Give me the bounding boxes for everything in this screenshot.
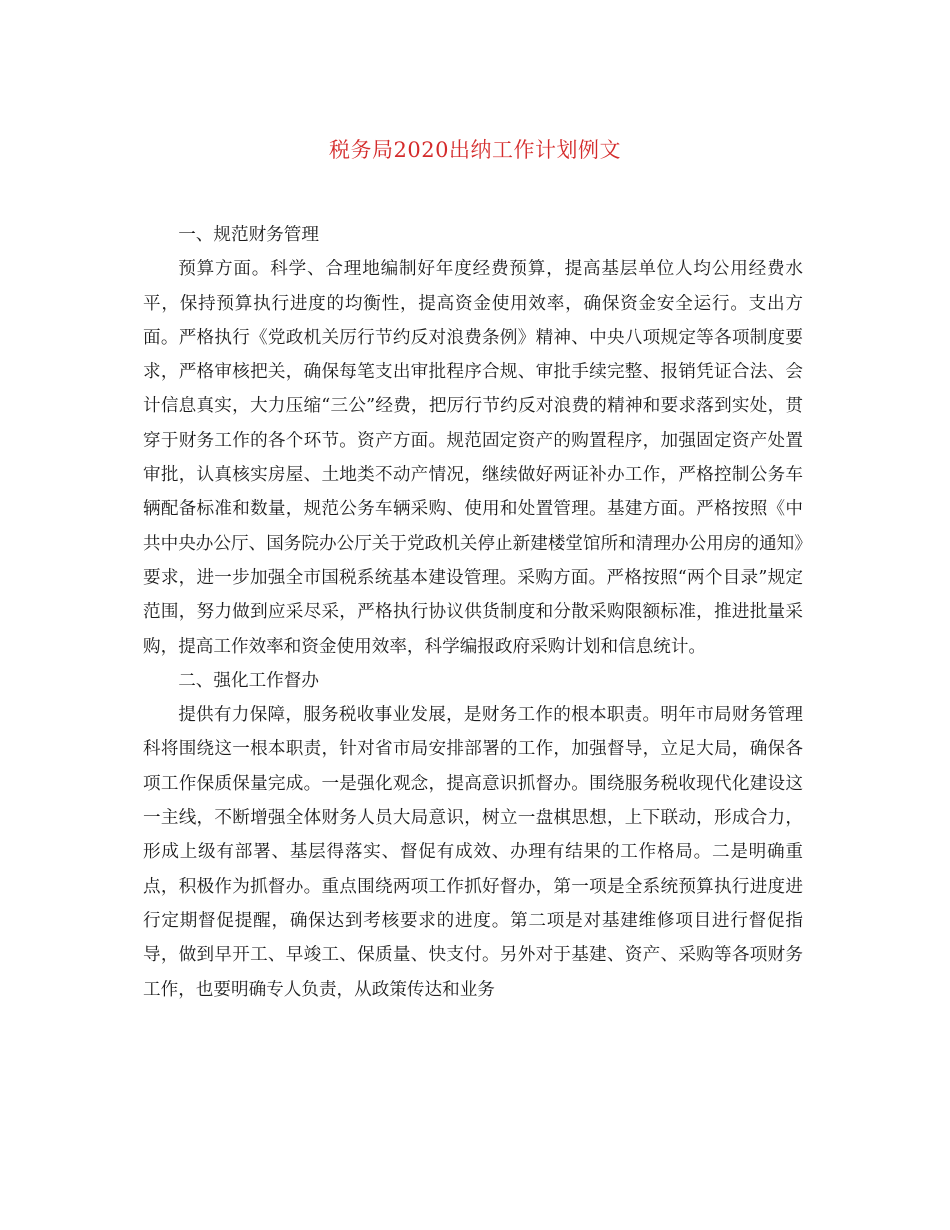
document-body bbox=[143, 218, 803, 1007]
section-heading-2: 二、强化工作督办 bbox=[178, 670, 319, 691]
section-1-paragraph: 预算方面。科学、合理地编制好年度经费预算，提高基层单位人均公用经费水平，保持预算执行进度的均衡性，提高资金使用效率，确保资金安全运行。支出方面。严格执行《党政机关厉行节约反对浪费条例》精神、中央八项规定等各项制度要求，严格审核把关，确保每笔支出审批程序合规、审批手续完整、报销凭证合法、会计信息真实，大力压缩“三公”经费，把厉行节约反对浪费的精神和要求落到实处，贯穿于财务工作的各个环节。资产方面。规范固定资产的购置程序，加强固定资产处置审批，认真核实房屋、土地类不动产情况，继续做好两证补办工作，严格控制公务车辆配备标准和数量，规范公务车辆采购、使用和处置管理。基建方面。严格按照《中共中央办公厅、国务院办公厅关于党政机关停止新建楼堂馆所和清理办公用房的通知》要求，进一步加强全市国税系统基本建设管理。采购方面。严格按照“两个目录”规定范围，努力做到应采尽采，严格执行协议供货制度和分散采购限额标准，推进批量采购，提高工作效率和资金使用效率，科学编报政府采购计划和信息统计。 bbox=[143, 259, 803, 657]
section-heading-1: 一、规范财务管理 bbox=[178, 225, 319, 245]
document-title: 税务局2020出纳工作计划例文 bbox=[329, 138, 621, 162]
section-2-paragraph: 提供有力保障，服务税收事业发展，是财务工作的根本职责。明年市局财务管理科将围绕这一根本职责，针对省市局安排部署的工作，加强督导，立足大局，确保各项工作保质保量完成。一是强化观念，提高意识抓督办。围绕服务税收现代化建设这一主线，不断增强全体财务人员大局意识，树立一盘棋思想，上下联动，形成合力，形成上级有部署、基层得落实、督促有成效、办理有结果的工作格局。二是明确重点，积极作为抓督办。重点围绕两项工作抓好督办，第一项是全系统预算执行进度进行定期督促提醒，确保达到考核要求的进度。第二项是对基建维修项目进行督促指导，做到早开工、早竣工、保质量、快支付。另外对于基建、资产、采购等各项财务工作，也要明确专人负责，从政策传达和业务 bbox=[143, 705, 803, 1000]
